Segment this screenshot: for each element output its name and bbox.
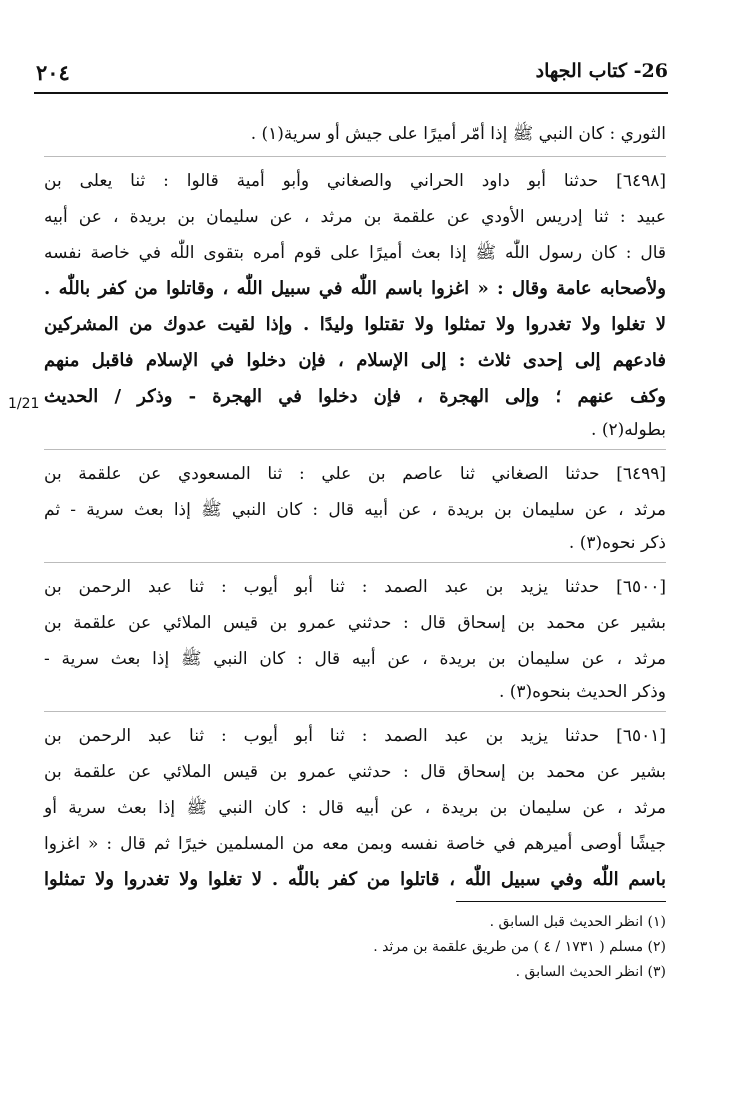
text-line: فادعهم إلى إحدى ثلاث : إلى الإسلام ، فإن دخلوا في الإسلام فاقبل منهم [44,350,666,371]
paragraph-divider [44,156,666,157]
text-line: لا تغلوا ولا تغدروا ولا تمثلوا ولا تقتلوا وليدًا . وإذا لقيت عدوك من المشركين [44,314,666,335]
paragraph-divider [44,449,666,450]
main-text [44,110,666,898]
text-line: مرثد ، عن سليمان بن بريدة ، عن أبيه قال : كان النبي ﷺ إذا بعث سرية - ثم [44,500,666,520]
text-line: ولأصحابه عامة وقال : « اغزوا باسم اللّٰه في سبيل اللّٰه ، وقاتلوا من كفر باللّٰه . [44,278,666,299]
text-line: بشير عن محمد بن إسحاق قال : حدثني عمرو بن قيس الملائي عن علقمة بن [44,762,666,782]
text-line: قال : كان رسول اللّٰه ﷺ إذا بعث أميرًا على قوم أمره بتقوى اللّٰه في خاصة نفسه [44,243,666,263]
paragraph-divider [44,711,666,712]
text-line: بشير عن محمد بن إسحاق قال : حدثني عمرو بن قيس الملائي عن علقمة بن [44,613,666,633]
hadith-6501 [44,718,666,898]
chapter-title: 26- كتاب الجهاد [535,60,668,82]
text-line: جيشًا أوصى أميرهم في خاصة نفسه وبمن معه من المسلمين خيرًا ثم قال : « اغزوا [44,834,666,854]
footnote: (١) انظر الحديث قبل السابق . [489,914,666,930]
text-line: باسم اللّٰه وفي سبيل اللّٰه ، قاتلوا من كفر باللّٰه . لا تغلوا ولا تغدروا ولا تمثلوا [44,869,666,890]
paragraph-continuation [44,116,666,152]
text-line: [٦٤٩٩] حدثنا الصغاني ثنا عاصم بن علي : ثنا المسعودي عن علقمة بن [44,464,666,484]
text-line: [٦٥٠١] حدثنا يزيد بن عبد الصمد : ثنا أبو أيوب : ثنا عبد الرحمن بن [44,726,666,746]
text-line: [٦٥٠٠] حدثنا يزيد بن عبد الصمد : ثنا أبو أيوب : ثنا عبد الرحمن بن [44,577,666,597]
footnote-divider [456,901,666,902]
hadith-6499 [44,456,666,558]
text-line: وكف عنهم ؛ وإلى الهجرة ، فإن دخلوا في الهجرة - وذكر / الحديث [44,386,666,407]
text-line: [٦٤٩٨] حدثنا أبو داود الحراني والصغاني وأبو أمية قالوا : ثنا يعلى بن [44,171,666,191]
margin-volume-note: 1/21 [8,396,40,412]
paragraph-divider [44,562,666,563]
hadith-6498 [44,163,666,445]
page-number: ٢٠٤ [36,60,70,85]
footnote: (٢) مسلم ( ١٧٣١ / ٤ ) من طريق علقمة بن مرثد . [373,939,666,955]
text-line: بطوله(٢) . [591,420,666,440]
running-header [34,58,668,94]
text-line: وذكر الحديث بنحوه(٣) . [498,682,666,702]
text-line: مرثد ، عن سليمان بن بريدة ، عن أبيه قال : كان النبي ﷺ إذا بعث سرية أو [44,798,666,818]
footnote: (٣) انظر الحديث السابق . [515,964,666,980]
text-line: عبيد : ثنا إدريس الأودي عن علقمة بن مرثد ، عن سليمان بن بريدة ، عن أبيه [44,207,666,227]
text-line: مرثد ، عن سليمان بن بريدة ، عن أبيه قال : كان النبي ﷺ إذا بعث سرية - [44,649,666,669]
text-line: الثوري : كان النبي ﷺ إذا أمّر أميرًا على جيش أو سرية(١) . [250,124,666,144]
text-line: ذكر نحوه(٣) . [568,533,666,553]
footnotes [106,910,666,985]
hadith-6500 [44,569,666,707]
